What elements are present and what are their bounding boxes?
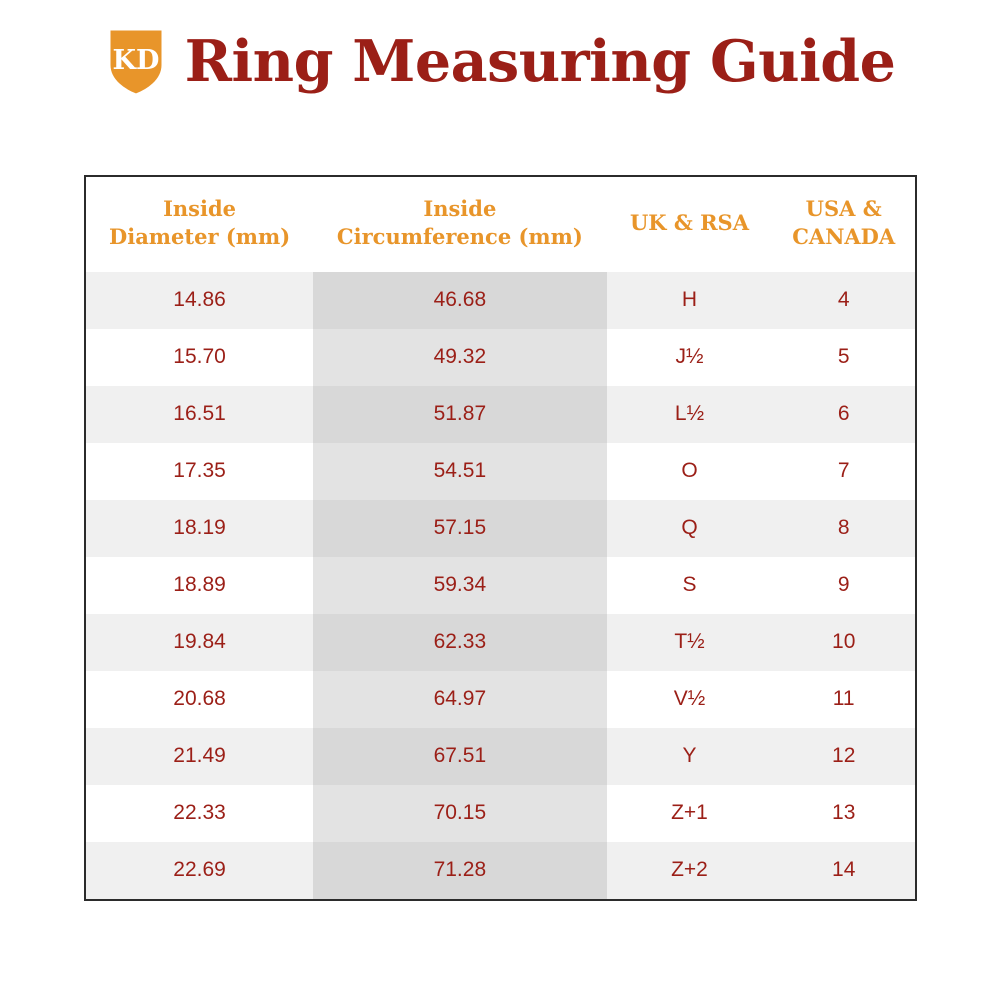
- column-header-line-1: Inside: [423, 196, 497, 221]
- cell-inside-circumference: 49.32: [313, 329, 606, 386]
- table-row: [86, 614, 915, 671]
- cell-uk-rsa: J½: [607, 329, 773, 386]
- column-header-line-2: Circumference (mm): [336, 224, 583, 250]
- cell-uk-rsa: Z+1: [607, 785, 773, 842]
- column-header-line-1: UK & RSA: [629, 210, 750, 236]
- cell-usa-canada: 14: [772, 842, 915, 899]
- cell-usa-canada: 6: [772, 386, 915, 443]
- cell-inside-diameter: 21.49: [86, 728, 313, 785]
- cell-usa-canada: 10: [772, 614, 915, 671]
- cell-inside-diameter: 22.69: [86, 842, 313, 899]
- column-header-line-1: Inside: [163, 196, 237, 221]
- cell-inside-circumference: 57.15: [313, 500, 606, 557]
- column-header-uk-rsa: [607, 177, 773, 272]
- cell-usa-canada: 8: [772, 500, 915, 557]
- cell-uk-rsa: H: [607, 272, 773, 329]
- table-row: [86, 728, 915, 785]
- cell-inside-circumference: 51.87: [313, 386, 606, 443]
- cell-usa-canada: 11: [772, 671, 915, 728]
- cell-inside-diameter: 15.70: [86, 329, 313, 386]
- table-header: [86, 177, 915, 272]
- cell-uk-rsa: S: [607, 557, 773, 614]
- table-header-row: [86, 177, 915, 272]
- table-row: [86, 443, 915, 500]
- kd-shield-logo-icon: [105, 25, 167, 97]
- column-header-line-2: Diameter (mm): [109, 224, 291, 250]
- table-row: [86, 329, 915, 386]
- cell-inside-circumference: 46.68: [313, 272, 606, 329]
- cell-uk-rsa: O: [607, 443, 773, 500]
- cell-usa-canada: 5: [772, 329, 915, 386]
- ring-size-table-container: [84, 175, 917, 901]
- column-header-inside-diameter: [86, 177, 313, 272]
- table-row: [86, 842, 915, 899]
- cell-inside-diameter: 16.51: [86, 386, 313, 443]
- cell-inside-circumference: 67.51: [313, 728, 606, 785]
- cell-usa-canada: 7: [772, 443, 915, 500]
- cell-inside-diameter: 18.89: [86, 557, 313, 614]
- table-row: [86, 386, 915, 443]
- column-header-line-2: CANADA: [792, 224, 896, 250]
- table-row: [86, 671, 915, 728]
- svg-text:KD: KD: [112, 45, 160, 76]
- cell-inside-diameter: 19.84: [86, 614, 313, 671]
- cell-usa-canada: 13: [772, 785, 915, 842]
- table-body: [86, 272, 915, 899]
- cell-inside-diameter: 22.33: [86, 785, 313, 842]
- cell-inside-circumference: 62.33: [313, 614, 606, 671]
- cell-inside-diameter: 17.35: [86, 443, 313, 500]
- table-row: [86, 785, 915, 842]
- cell-usa-canada: 4: [772, 272, 915, 329]
- ring-size-table: [86, 177, 915, 899]
- cell-usa-canada: 12: [772, 728, 915, 785]
- cell-uk-rsa: Z+2: [607, 842, 773, 899]
- table-row: [86, 557, 915, 614]
- cell-inside-circumference: 54.51: [313, 443, 606, 500]
- column-header-usa-canada: [772, 177, 915, 272]
- cell-uk-rsa: Y: [607, 728, 773, 785]
- column-header-line-1: USA &: [805, 196, 882, 221]
- column-header-inside-circumference: [313, 177, 606, 272]
- page-title: Ring Measuring Guide: [184, 27, 896, 95]
- cell-inside-diameter: 20.68: [86, 671, 313, 728]
- cell-inside-circumference: 70.15: [313, 785, 606, 842]
- cell-inside-circumference: 64.97: [313, 671, 606, 728]
- cell-inside-diameter: 18.19: [86, 500, 313, 557]
- cell-uk-rsa: V½: [607, 671, 773, 728]
- cell-inside-diameter: 14.86: [86, 272, 313, 329]
- cell-usa-canada: 9: [772, 557, 915, 614]
- cell-uk-rsa: L½: [607, 386, 773, 443]
- table-row: [86, 500, 915, 557]
- cell-inside-circumference: 71.28: [313, 842, 606, 899]
- page-header: [0, 0, 1000, 95]
- cell-inside-circumference: 59.34: [313, 557, 606, 614]
- cell-uk-rsa: T½: [607, 614, 773, 671]
- table-row: [86, 272, 915, 329]
- cell-uk-rsa: Q: [607, 500, 773, 557]
